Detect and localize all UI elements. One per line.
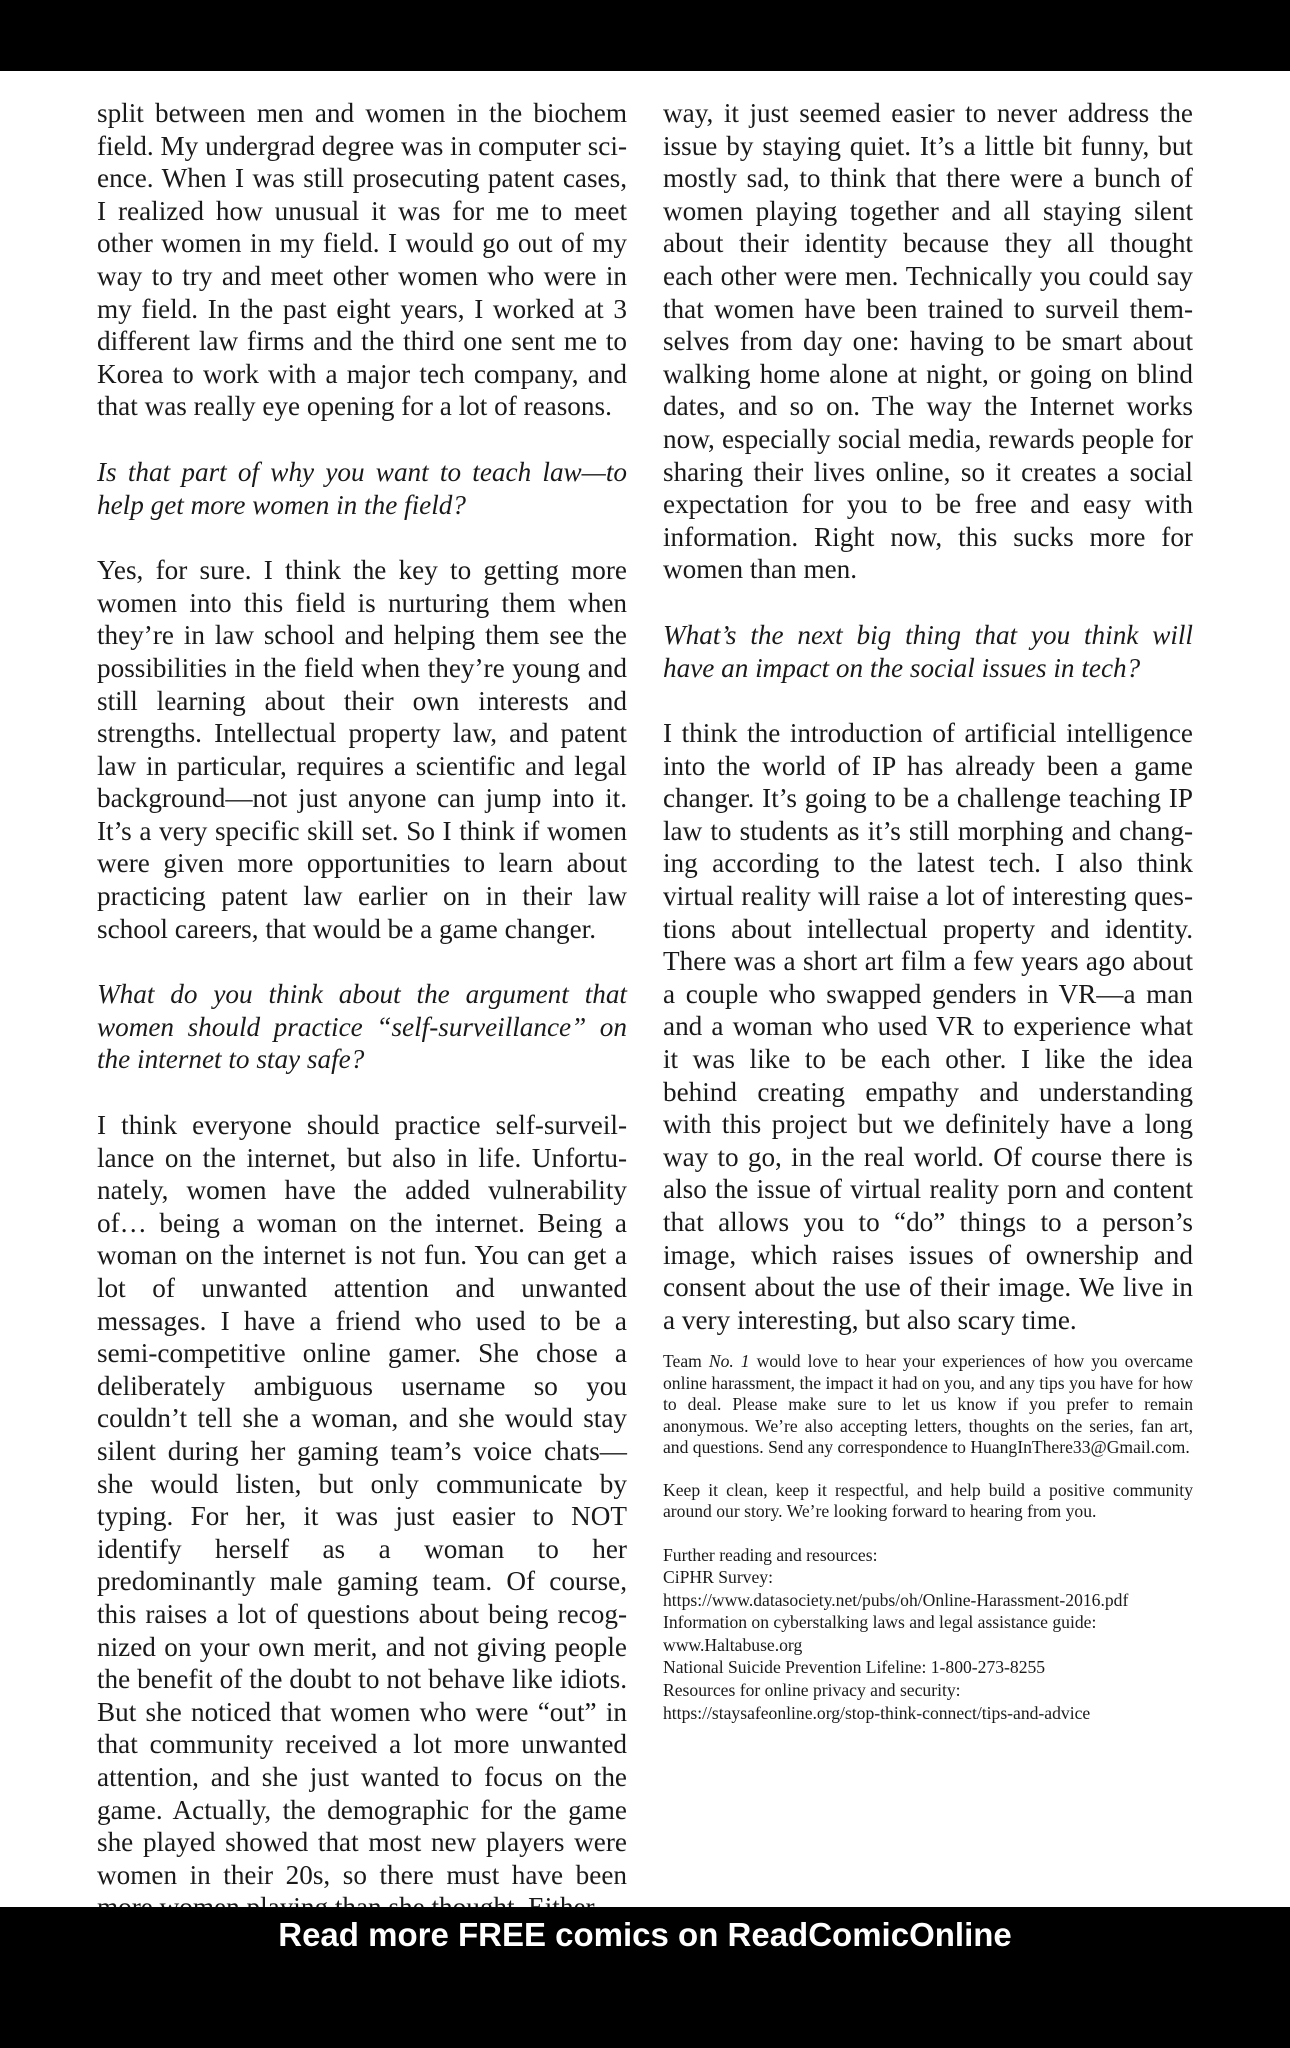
team-prefix: Team	[663, 1351, 709, 1371]
footer-promo-link[interactable]: Read more FREE comics on ReadComicOnline	[278, 1916, 1012, 1953]
resource-link[interactable]: www.Haltabuse.org	[663, 1634, 803, 1655]
resource-line: CiPHR Survey:	[663, 1567, 773, 1588]
answer-paragraph: Yes, for sure. I think the key to getting more women into this field is nurturing them when they’re in law school and helping them see the possibilities in the field when they’re young and still learning about their own interests and strengths. Intellectual property law, and patent law in particular, requires a scientific and legal background—not just anyone can jump into it. It’s a very specific skill set. So I think if women were given more opportunities to learn about practicing patent law earlier on in their law school careers, that would be a game changer.	[97, 555, 627, 944]
top-black-bar	[0, 0, 1290, 71]
contact-paragraph	[663, 1351, 1193, 1459]
interview-question: What do you think about the argument that women should practice “self-surveillance” on the internet to stay safe?	[97, 979, 627, 1075]
answer-paragraph: split between men and women in the biochem field. My undergrad degree was in computer science. When I was still prosecuting patent cases, I realized how unusual it was for me to meet other women in my field. I would go out of my way to try and meet other women who were in my field. In the past eight years, I worked at 3 different law firms and the third one sent me to Korea to work with a major tech company, and that was really eye opening for a lot of reasons.	[97, 98, 627, 422]
answer-paragraph: I think everyone should practice self-surveillance on the internet, but also in life. Unfortunately, women have the added vulnerability of… being a woman on the internet. Being a woman on the internet is not fun. You can get a lot of unwanted attention and unwanted messages. I have a friend who used to be a semi-competitive online gamer. She chose a deliberately ambiguous username so you couldn’t tell she a woman, and she would stay silent during her gaming team’s voice chats—she would listen, but only communicate by typing. For her, it was just easier to NOT identify herself as a woman to her predominantly male gaming team. Of course, this raises a lot of questions about being recognized on your own merit, and not giving people the benefit of the doubt to not behave like idiots. But she noticed that women who were “out” in that community received a lot more unwanted attention, and she just wanted to focus on the game. Actually, the demographic for the game she played showed that most new players were women in their 20s, so there must have been	[97, 1110, 627, 1890]
resource-link[interactable]: https://staysafeonline.org/stop-think-connect/tips-and-advice	[663, 1702, 1091, 1723]
left-column	[97, 97, 627, 1957]
resources-heading: Further reading and resources:	[663, 1544, 878, 1565]
interview-question: Is that part of why you want to teach law—to help get more women in the field?	[97, 456, 627, 520]
resource-line: Information on cyberstalking laws and legal assistance guide:	[663, 1612, 1097, 1633]
resource-line: Resources for online privacy and security:	[663, 1680, 961, 1701]
answer-paragraph: I think the introduction of artificial intelligence into the world of IP has already been a game changer. It’s going to be a challenge teaching IP law to students as it’s still morphing and changing according to the latest tech. I also think virtual reality will raise a lot of interesting questions about intellectual property and identity. There was a short art film a few years ago about a couple who swapped genders in VR—a man and a woman who used VR to experience what it was like to be each other. I like the idea behind creating empathy and understanding with this project but we definitely have a long way to go, in the real world. Of course there is also the issue of virtual reality porn and content that allows you to “do” things to a person’s image, which raises issues of ownership and consent about the use of their image. We live in a very interesting, but also scary time.	[663, 718, 1193, 1335]
right-column	[663, 97, 1193, 1369]
answer-paragraph: way, it just seemed easier to never address the issue by staying quiet. It’s a little bit funny, but mostly sad, to think that there were a bunch of women playing together and all staying silent about their identity because they all thought each other were men. Technically you could say that women have been trained to surveil themselves from day one: having to be smart about walking home alone at night, or going on blind dates, and so on. The way the Internet works now, especially social media, rewards people for sharing their lives online, so it creates a social expectation for you to be free and easy with information. Right now, this sucks more for women than men.	[663, 98, 1193, 585]
resource-line: National Suicide Prevention Lifeline: 1-800-273-8255	[663, 1657, 1046, 1678]
interview-question: What’s the next big thing that you think will have an impact on the social issues in tech?	[663, 619, 1193, 683]
contact-text: would love to hear your experiences of how you overcame online harassment, the impact it had on you, and any tips you have for how to deal. Please make sure to let us know if you prefer to remain anonymous. We’re also accepting letters, thoughts on the series, fan art, and questions. Send any correspondence to HuangInThere33@Gmail.com.	[663, 1351, 1193, 1457]
resources-list	[663, 1544, 1193, 1725]
guidelines-paragraph: Keep it clean, keep it respectful, and help build a positive community around our story. We’re looking forward to hearing from you.	[663, 1479, 1193, 1521]
resource-link[interactable]: https://www.datasociety.net/pubs/oh/Online-Harassment-2016.pdf	[663, 1589, 1129, 1610]
letters-notes	[663, 1351, 1193, 1724]
team-name: No. 1	[708, 1351, 750, 1371]
